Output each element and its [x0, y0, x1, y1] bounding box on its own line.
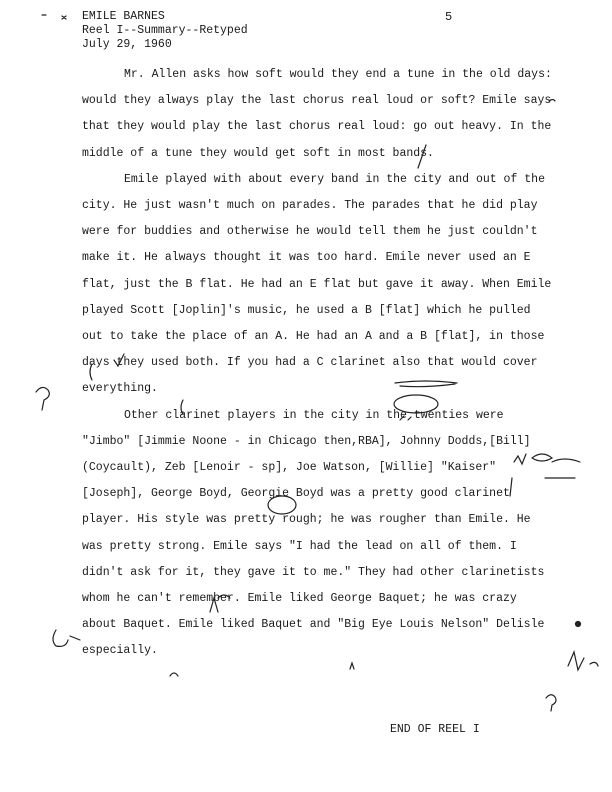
transcript-body	[82, 62, 552, 665]
question-mark-bottom	[546, 695, 556, 711]
document-header	[82, 10, 248, 52]
ink-dot-mark	[576, 622, 581, 627]
header-date: July 29, 1960	[82, 38, 172, 51]
paragraph-2: Emile played with about every band in the city and out of the city. He just wasn't much on parades. The parades that he did play were for buddies and otherwise he would tell them he just couldn't make it. He always thought it was too hard. Emile never used an E flat, just the B flat. He had an E flat but gave it away. When Emile played Scott [Joplin]'s music, he used a B [flat] which he pulled out to take the place of an A. He had an A and a B [flat], in those days they used both. If you had a C clarinet also that would cover everything.	[82, 172, 552, 396]
header-title: EMILE BARNES	[82, 10, 165, 23]
page-number: 5	[445, 10, 453, 24]
paragraph-1: Mr. Allen asks how soft would they end a tune in the old days: would they always play the last chorus real loud or soft? Emile says that they would play the last chorus real loud: go out heavy. In the middle of a tune they would get soft in most bands.	[82, 68, 552, 160]
margin-scribble-right	[568, 652, 584, 670]
end-of-reel: END OF REEL I	[390, 723, 480, 736]
header-reel: Reel I--Summary--Retyped	[82, 24, 248, 37]
paragraph-3: Other clarinet players in the city in the twenties were "Jimbo" [Jimmie Noone - in Chicago then,RBA], Johnny Dodds,[Bill] (Coycault), Zeb [Lenoir - sp], Joe Watson, [Willie] "Kaiser" [Joseph], George Boyd, Georgie Boyd was a pretty good clarinet player. His style was pretty rough; he was rougher than Emile. He was pretty strong. Emile says "I had the lead on all of them. I didn't ask for it, they gave it to me." They had other clarinetists whom he can't remember. Emile liked George Baquet; he was crazy about Baquet. Emile liked Baquet and "Big Eye Louis Nelson" Delisle especially.	[82, 408, 545, 658]
question-mark-left	[36, 387, 49, 410]
margin-star-mark	[62, 16, 66, 19]
margin-scribble-mark	[53, 630, 68, 646]
